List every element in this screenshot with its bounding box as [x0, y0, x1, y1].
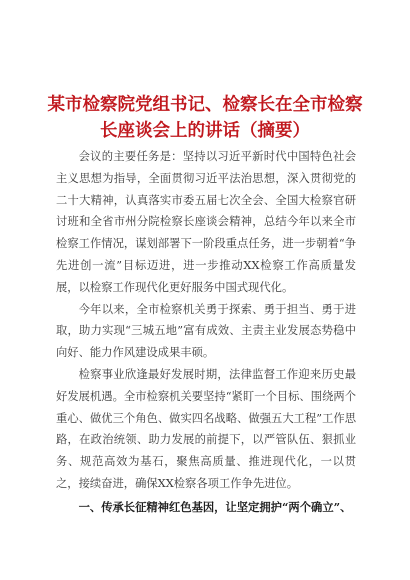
- paragraph-2: 今年以来，全市检察机关勇于探索、勇于担当、勇于进取，助力实现“三城五地”富有成效、主责主业发展态势稳中向好、能力作风建设成果丰硕。: [56, 302, 356, 360]
- document-body: [56, 146, 356, 519]
- paragraph-1: 会议的主要任务是：坚持以习近平新时代中国特色社会主义思想为指导，全面贯彻习近平法治思想，深入贯彻党的二十大精神，认真落实市委五届七次全会、全国大检察官研讨班和全省市州分院检察长座谈会精神，总结今年以来全市检察工作情况，谋划部署下一阶段重点任务，进一步朝着“争先进创一流”目标迈进，进一步推动XX检察工作高质量发展，以检察工作现代化更好服务中国式现代化。: [56, 150, 356, 294]
- section-heading-1: 一、传承长征精神红色基因，让坚定拥护“两个确立”、: [78, 499, 352, 514]
- document-title: 某市检察院党组书记、检察长在全市检察长座谈会上的讲话（摘要）: [47, 95, 363, 141]
- paragraph-3: 检察事业欣逢最好发展时期，法律监督工作迎来历史最好发展机遇。全市检察机关要坚持“紧盯一个目标、围绕两个重心、做优三个角色、做实四名战略、做强五大工程”工作思路，在政治统领、助力发展的前提下，以严管队伍、狠抓业务、规范高效为基石，聚焦高质量、推进现代化，一以贯之，接续奋进，确保XX检察各项工作争先进位。: [56, 367, 356, 490]
